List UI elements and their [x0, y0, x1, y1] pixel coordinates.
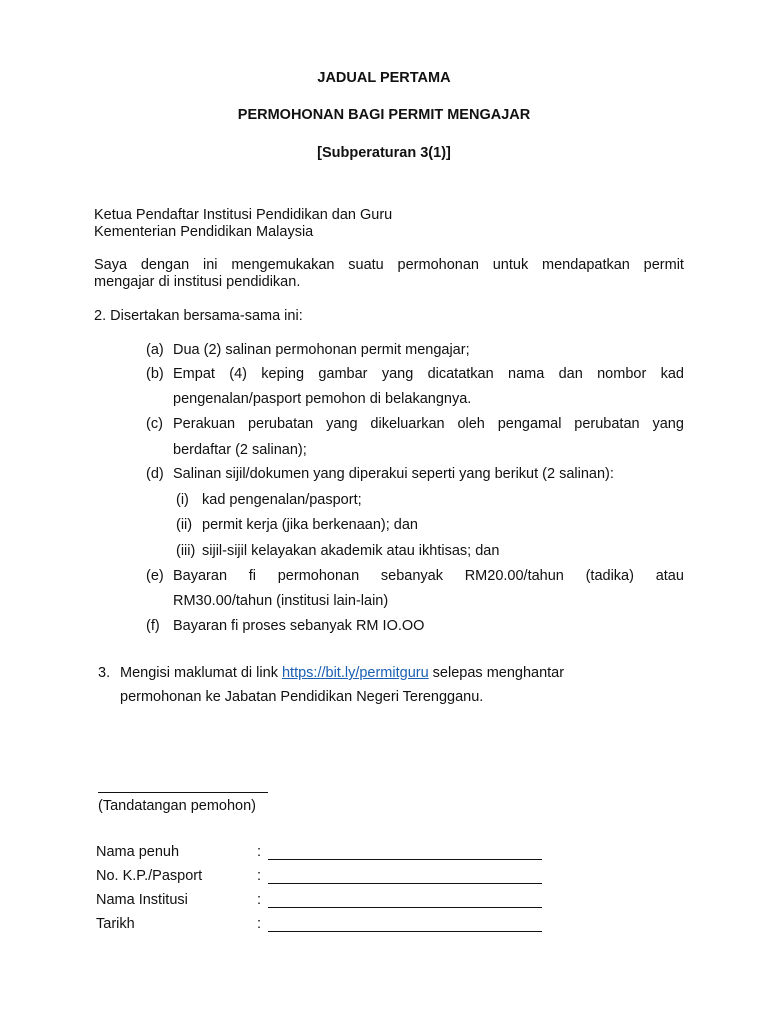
- ic-passport-blank: [268, 868, 542, 884]
- item-d-text: Salinan sijil/dokumen yang diperakui seperti yang berikut (2 salinan):: [173, 466, 614, 482]
- item-b-word: nama: [508, 366, 545, 382]
- full-name-colon: :: [257, 844, 262, 860]
- date-label: Tarikh: [96, 916, 135, 932]
- intro-word: Saya: [94, 257, 128, 273]
- signature-caption: (Tandatangan pemohon): [98, 798, 257, 814]
- section-2-heading: 2. Disertakan bersama-sama ini:: [94, 308, 303, 324]
- item-e-word: Bayaran: [173, 568, 228, 584]
- addressee-line-1: Ketua Pendaftar Institusi Pendidikan dan Guru: [94, 207, 393, 223]
- item-e-word: permohonan: [277, 568, 360, 584]
- item-e-word: RM20.00/tahun: [464, 568, 564, 584]
- ic-passport-label: No. K.P./Pasport: [96, 868, 203, 884]
- intro-word: suatu: [348, 257, 384, 273]
- item-c-word: yang: [326, 416, 358, 432]
- item-e-marker: (e): [146, 568, 164, 584]
- item-d-marker: (d): [146, 466, 164, 482]
- item-b-word: nombor: [597, 366, 647, 382]
- sub-item-i-text: kad pengenalan/pasport;: [202, 492, 362, 508]
- intro-word: ini: [203, 257, 218, 273]
- section-3-text-before-link: Mengisi maklumat di link: [120, 665, 282, 681]
- document-title: JADUAL PERTAMA: [317, 70, 451, 86]
- item-c-line-2: berdaftar (2 salinan);: [173, 442, 307, 458]
- item-b-word: (4): [229, 366, 247, 382]
- item-e-word: fi: [248, 568, 256, 584]
- item-a-marker: (a): [146, 342, 164, 358]
- institution-colon: :: [257, 892, 262, 908]
- item-b-word: keping: [261, 366, 305, 382]
- date-blank: [268, 916, 542, 932]
- item-e-line-1: [173, 568, 684, 585]
- full-name-blank: [268, 844, 542, 860]
- item-b-word: kad: [660, 366, 684, 382]
- permit-guru-link[interactable]: https://bit.ly/permitguru: [281, 665, 429, 681]
- section-3-line-1: [120, 665, 564, 682]
- sub-item-ii-marker: (ii): [176, 517, 193, 533]
- item-c-word: Perakuan: [173, 416, 236, 432]
- intro-word: mengemukakan: [231, 257, 335, 273]
- item-a-text: Dua (2) salinan permohonan permit mengajar;: [173, 342, 470, 358]
- item-e-word: (tadika): [585, 568, 634, 584]
- item-c-word: perubatan: [247, 416, 314, 432]
- item-f-text: Bayaran fi proses sebanyak RM IO.OO: [173, 618, 425, 634]
- ic-passport-colon: :: [257, 868, 262, 884]
- institution-label: Nama Institusi: [96, 892, 188, 908]
- date-colon: :: [257, 916, 262, 932]
- item-c-word: perubatan: [574, 416, 640, 432]
- item-c-marker: (c): [146, 416, 163, 432]
- sub-item-i-marker: (i): [176, 492, 189, 508]
- item-b-word: dicatatkan: [427, 366, 494, 382]
- intro-word: dengan: [140, 257, 190, 273]
- full-name-label: Nama penuh: [96, 844, 180, 860]
- item-c-word: pengamal: [497, 416, 562, 432]
- regulation-reference: [Subperaturan 3(1)]: [317, 145, 451, 161]
- item-c-line-1: [173, 416, 684, 433]
- document-subtitle: PERMOHONAN BAGI PERMIT MENGAJAR: [237, 107, 531, 123]
- item-c-word: oleh: [457, 416, 485, 432]
- item-e-line-2: RM30.00/tahun (institusi lain-lain): [173, 593, 389, 609]
- section-3-line-2: permohonan ke Jabatan Pendidikan Negeri Terengganu.: [120, 689, 484, 705]
- intro-word: permit: [643, 257, 684, 273]
- institution-blank: [268, 892, 542, 908]
- item-b-line-2: pengenalan/pasport pemohon di belakangnya.: [173, 391, 472, 407]
- section-3-text-after-link: selepas menghantar: [428, 665, 565, 681]
- sub-item-iii-marker: (iii): [176, 543, 196, 559]
- intro-word: permohonan: [397, 257, 479, 273]
- intro-word: mendapatkan: [542, 257, 630, 273]
- addressee-line-2: Kementerian Pendidikan Malaysia: [94, 224, 314, 240]
- item-e-word: atau: [655, 568, 684, 584]
- item-b-word: gambar: [318, 366, 368, 382]
- sub-item-iii-text: sijil-sijil kelayakan akademik atau ikhtisas; dan: [202, 543, 500, 559]
- item-e-word: sebanyak: [380, 568, 443, 584]
- item-b-line-1: [173, 366, 684, 383]
- item-f-marker: (f): [146, 618, 160, 634]
- item-b-word: Empat: [173, 366, 215, 382]
- sub-item-ii-text: permit kerja (jika berkenaan); dan: [202, 517, 418, 533]
- intro-line-2: mengajar di institusi pendidikan.: [94, 274, 301, 290]
- intro-word: untuk: [492, 257, 529, 273]
- intro-line-1: [94, 257, 684, 274]
- signature-line: [98, 792, 268, 793]
- item-b-word: yang: [381, 366, 414, 382]
- item-b-marker: (b): [146, 366, 164, 382]
- section-3-number: 3.: [98, 665, 111, 681]
- item-b-word: dan: [558, 366, 583, 382]
- item-c-word: yang: [652, 416, 684, 432]
- item-c-word: dikeluarkan: [370, 416, 445, 432]
